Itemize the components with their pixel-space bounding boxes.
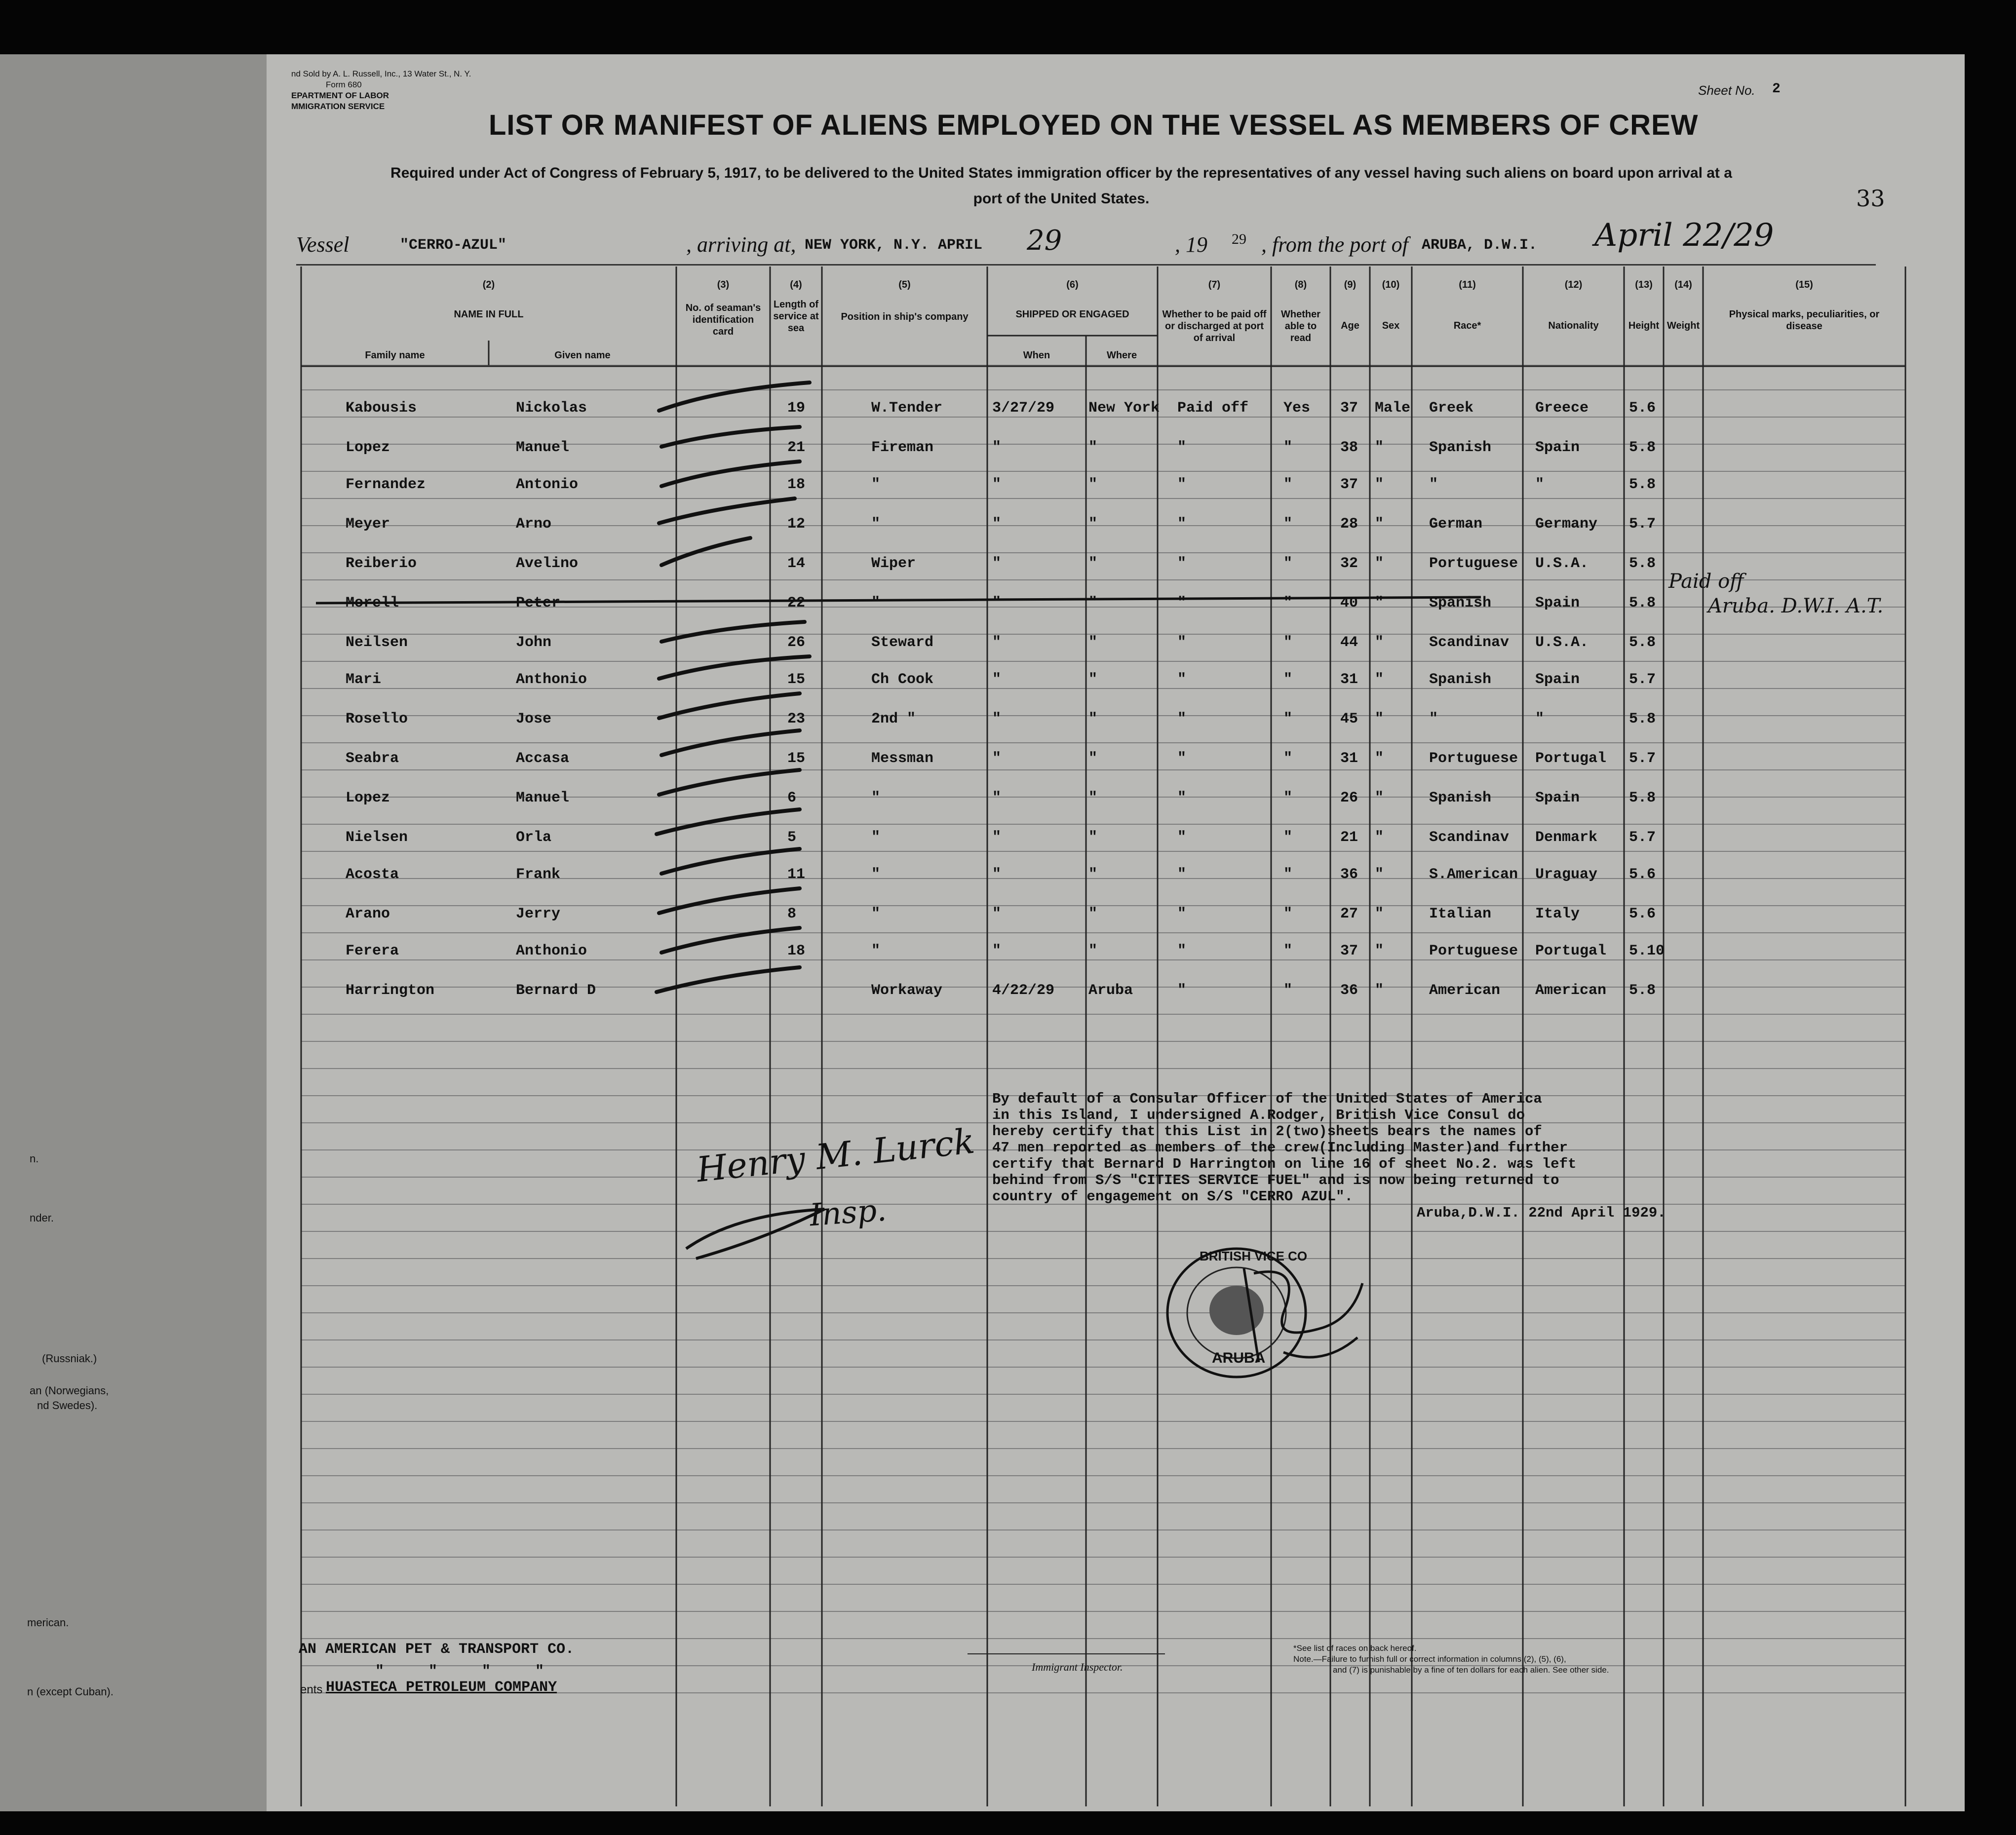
position-cell: "	[871, 516, 881, 533]
position-cell: Wiper	[871, 555, 916, 572]
race-cell: "	[1429, 476, 1438, 493]
race-cell: Scandinav	[1429, 829, 1510, 846]
race-cell: American	[1429, 982, 1501, 999]
position-cell: W.Tender	[871, 400, 943, 417]
position-cell: Steward	[871, 634, 934, 651]
service-length-cell: 19	[787, 400, 806, 417]
height-cell: 5.8	[1629, 439, 1656, 456]
col-7-number: (7)	[1208, 279, 1221, 290]
nationality-cell: American	[1535, 982, 1607, 999]
age-cell: 21	[1340, 829, 1358, 846]
age-cell: 40	[1340, 595, 1358, 612]
col-3-number: (3)	[717, 279, 730, 290]
family-name-cell: Meyer	[346, 516, 390, 533]
sex-cell: "	[1375, 906, 1384, 922]
shipped-where-cell: "	[1088, 439, 1098, 456]
sex-cell: "	[1375, 555, 1384, 572]
given-name-cell: Jerry	[516, 906, 561, 922]
service-length-cell: 6	[787, 790, 797, 806]
certificate-line: certify that Bernard D Harrington on line 16 of sheet No.2. was left	[992, 1156, 1577, 1172]
shipped-where-cell: "	[1088, 750, 1098, 767]
given-name-cell: Manuel	[516, 439, 570, 456]
paid-off-cell: "	[1177, 943, 1187, 959]
able-to-read-cell: "	[1283, 555, 1293, 572]
col-10-header: Sex	[1382, 320, 1400, 331]
able-to-read-cell: "	[1283, 906, 1293, 922]
shipped-when-cell: 3/27/29	[992, 400, 1055, 417]
given-name-cell: Accasa	[516, 750, 570, 767]
race-cell: Italian	[1429, 906, 1492, 922]
paid-off-cell: "	[1177, 439, 1187, 456]
position-cell: "	[871, 866, 881, 883]
position-cell: "	[871, 906, 881, 922]
race-cell: Portuguese	[1429, 943, 1518, 959]
col-13-header: Height	[1628, 320, 1660, 331]
position-cell: Fireman	[871, 439, 934, 456]
sex-cell: "	[1375, 476, 1384, 493]
given-name-cell: Manuel	[516, 790, 570, 806]
shipped-where-cell: "	[1088, 516, 1098, 533]
age-cell: 27	[1340, 906, 1358, 922]
page-title: LIST OR MANIFEST OF ALIENS EMPLOYED ON THE VESSEL AS MEMBERS OF CREW	[489, 109, 1699, 141]
shipped-when-cell: "	[992, 829, 1002, 846]
col-7-header: Whether to be paid off or discharged at port of arrival	[1162, 309, 1267, 344]
col-4-header: Length of service at sea	[773, 299, 819, 334]
annotation-place: Aruba. D.W.I. A.T.	[1708, 595, 1884, 617]
vessel-label: Vessel	[296, 232, 349, 257]
paid-off-cell: "	[1177, 555, 1187, 572]
company-ditto: " " " "	[375, 1663, 544, 1680]
race-cell: Portuguese	[1429, 750, 1518, 767]
age-cell: 36	[1340, 866, 1358, 883]
age-cell: 37	[1340, 476, 1358, 493]
family-name-cell: Reiberio	[346, 555, 417, 572]
col-5-number: (5)	[898, 279, 911, 290]
position-cell: "	[871, 595, 881, 612]
paid-off-cell: "	[1177, 866, 1187, 883]
given-name-cell: Frank	[516, 866, 561, 883]
arrival-port: NEW YORK, N.Y. APRIL	[805, 237, 983, 254]
age-cell: 31	[1340, 671, 1358, 688]
given-name-cell: Bernard D	[516, 982, 596, 999]
paid-off-cell: "	[1177, 829, 1187, 846]
position-cell: "	[871, 829, 881, 846]
family-name-cell: Arano	[346, 906, 390, 922]
height-cell: 5.10	[1629, 943, 1665, 959]
nationality-cell: Uraguay	[1535, 866, 1598, 883]
inspector-line	[968, 1653, 1165, 1654]
position-cell: 2nd "	[871, 711, 916, 727]
form-number: Form 680	[326, 80, 362, 89]
seal-text-top: BRITISH VICE CO	[1200, 1249, 1308, 1263]
col-12-header: Nationality	[1548, 320, 1599, 331]
signature-flourish	[676, 1194, 854, 1268]
family-name-cell: Rosello	[346, 711, 408, 727]
col-8-header: Whether able to read	[1281, 309, 1320, 344]
paid-off-cell: "	[1177, 516, 1187, 533]
sex-cell: Male	[1375, 400, 1411, 417]
margin-text: n.	[30, 1152, 39, 1165]
height-cell: 5.7	[1629, 671, 1656, 688]
arrival-day: 29	[1027, 225, 1062, 257]
col-14-header: Weight	[1667, 320, 1700, 331]
col-10-number: (10)	[1382, 279, 1400, 290]
seal-text-bottom: ARUBA	[1212, 1350, 1266, 1366]
able-to-read-cell: "	[1283, 711, 1293, 727]
sex-cell: "	[1375, 866, 1384, 883]
service-length-cell: 14	[787, 555, 806, 572]
shipped-when-cell: "	[992, 595, 1002, 612]
age-cell: 26	[1340, 790, 1358, 806]
shipped-where-cell: "	[1088, 555, 1098, 572]
age-cell: 31	[1340, 750, 1358, 767]
given-name-cell: Avelino	[516, 555, 579, 572]
height-cell: 5.7	[1629, 516, 1656, 533]
col-when-header: When	[1023, 350, 1050, 361]
sex-cell: "	[1375, 711, 1384, 727]
departure-port: ARUBA, D.W.I.	[1422, 237, 1538, 254]
height-cell: 5.8	[1629, 982, 1656, 999]
height-cell: 5.7	[1629, 750, 1656, 767]
footnote: and (7) is punishable by a fine of ten dollars for each alien. See other side.	[1333, 1665, 1609, 1675]
height-cell: 5.8	[1629, 555, 1656, 572]
family-name-cell: Harrington	[346, 982, 435, 999]
shipped-where-cell: "	[1088, 595, 1098, 612]
redaction-marks	[657, 382, 810, 992]
nationality-cell: "	[1535, 476, 1545, 493]
company-name: AN AMERICAN PET & TRANSPORT CO.	[299, 1641, 575, 1658]
given-name-cell: John	[516, 634, 552, 651]
shipped-when-cell: "	[992, 476, 1002, 493]
paid-off-cell: "	[1177, 906, 1187, 922]
footnote: Note.—Failure to furnish full or correct information in columns (2), (5), (6),	[1293, 1654, 1566, 1664]
agents-name: HUASTECA PETROLEUM COMPANY	[326, 1679, 557, 1696]
agents-label: ents	[300, 1683, 323, 1696]
certificate-line: 47 men reported as members of the crew(Including Master)and further	[992, 1140, 1568, 1156]
sheet-label: Sheet No.	[1698, 83, 1755, 98]
position-cell: Ch Cook	[871, 671, 934, 688]
height-cell: 5.6	[1629, 400, 1656, 417]
vessel-name: "CERRO-AZUL"	[400, 237, 507, 254]
shipped-when-cell: "	[992, 750, 1002, 767]
nationality-cell: Spain	[1535, 595, 1580, 612]
height-cell: 5.8	[1629, 476, 1656, 493]
nationality-cell: Spain	[1535, 671, 1580, 688]
sheet-number: 2	[1772, 81, 1781, 97]
nationality-cell: Portugal	[1535, 943, 1607, 959]
height-cell: 5.6	[1629, 906, 1656, 922]
family-name-cell: Seabra	[346, 750, 399, 767]
age-cell: 28	[1340, 516, 1358, 533]
height-cell: 5.8	[1629, 711, 1656, 727]
able-to-read-cell: "	[1283, 516, 1293, 533]
height-cell: 5.8	[1629, 790, 1656, 806]
family-name-cell: Nielsen	[346, 829, 408, 846]
age-cell: 37	[1340, 943, 1358, 959]
arriving-label: , arriving at,	[686, 232, 796, 257]
shipped-where-cell: "	[1088, 829, 1098, 846]
certificate-line: By default of a Consular Officer of the United States of America	[992, 1091, 1542, 1107]
able-to-read-cell: "	[1283, 829, 1293, 846]
service-length-cell: 26	[787, 634, 806, 651]
family-name-cell: Neilsen	[346, 634, 408, 651]
shipped-where-cell: New York	[1088, 400, 1160, 417]
col-11-number: (11)	[1459, 279, 1476, 290]
age-cell: 37	[1340, 400, 1358, 417]
shipped-when-cell: "	[992, 711, 1002, 727]
sex-cell: "	[1375, 634, 1384, 651]
race-cell: "	[1429, 711, 1438, 727]
shipped-when-cell: "	[992, 439, 1002, 456]
service-length-cell: 15	[787, 750, 806, 767]
race-cell: S.American	[1429, 866, 1518, 883]
age-cell: 45	[1340, 711, 1358, 727]
shipped-when-cell: "	[992, 943, 1002, 959]
shipped-where-cell: "	[1088, 790, 1098, 806]
certificate-line: behind from S/S "CITIES SERVICE FUEL" and is now being returned to	[992, 1172, 1559, 1188]
paid-off-cell: Paid off	[1177, 400, 1249, 417]
col-2-header: NAME IN FULL	[454, 309, 524, 320]
page-number: 33	[1856, 185, 1885, 212]
age-cell: 32	[1340, 555, 1358, 572]
race-cell: Spanish	[1429, 595, 1492, 612]
position-cell: Messman	[871, 750, 934, 767]
col-5-header: Position in ship's company	[841, 311, 969, 322]
col-6-number: (6)	[1066, 279, 1079, 290]
position-cell: Workaway	[871, 982, 943, 999]
sex-cell: "	[1375, 516, 1384, 533]
certificate-date: Aruba,D.W.I. 22nd April 1929.	[1417, 1205, 1666, 1221]
sex-cell: "	[1375, 982, 1384, 999]
able-to-read-cell: "	[1283, 866, 1293, 883]
service-length-cell: 23	[787, 711, 806, 727]
family-name-cell: Ferera	[346, 943, 399, 959]
shipped-where-cell: "	[1088, 906, 1098, 922]
col-15-number: (15)	[1795, 279, 1813, 290]
inspector-signature: Henry M. Lurck	[695, 1120, 977, 1190]
service-length-cell: 5	[787, 829, 797, 846]
nationality-cell: Denmark	[1535, 829, 1598, 846]
given-name-cell: Orla	[516, 829, 552, 846]
shipped-where-cell: "	[1088, 711, 1098, 727]
service-length-cell: 11	[787, 866, 806, 883]
margin-text: n (except Cuban).	[27, 1685, 114, 1698]
paid-off-cell: "	[1177, 595, 1187, 612]
position-cell: "	[871, 476, 881, 493]
publisher-line: nd Sold by A. L. Russell, Inc., 13 Water St., N. Y.	[291, 69, 471, 78]
nationality-cell: Germany	[1535, 516, 1598, 533]
able-to-read-cell: "	[1283, 982, 1293, 999]
given-name-cell: Jose	[516, 711, 552, 727]
age-cell: 36	[1340, 982, 1358, 999]
height-cell: 5.8	[1629, 634, 1656, 651]
service-length-cell: 22	[787, 595, 806, 612]
height-cell: 5.6	[1629, 866, 1656, 883]
col-3-header: No. of seaman's identification card	[685, 303, 761, 337]
subtitle-line: port of the United States.	[973, 191, 1150, 207]
paid-off-cell: "	[1177, 671, 1187, 688]
col-4-number: (4)	[790, 279, 802, 290]
handwritten-date: April 22/29	[1594, 217, 1774, 254]
race-cell: Portuguese	[1429, 555, 1518, 572]
family-name-cell: Kabousis	[346, 400, 417, 417]
consul-signature	[1224, 1254, 1372, 1382]
certificate-line: hereby certify that this List in 2(two)sheets bears the names of	[992, 1123, 1542, 1140]
race-cell: German	[1429, 516, 1483, 533]
certificate-line: country of engagement on S/S "CERRO AZUL".	[992, 1188, 1353, 1205]
col-6-header: SHIPPED OR ENGAGED	[1015, 309, 1129, 320]
family-name-cell: Mari	[346, 671, 382, 688]
nationality-cell: U.S.A.	[1535, 555, 1589, 572]
nationality-cell: Spain	[1535, 439, 1580, 456]
col-13-number: (13)	[1635, 279, 1653, 290]
nationality-cell: "	[1535, 711, 1545, 727]
year-label: , 19	[1175, 232, 1207, 257]
sex-cell: "	[1375, 790, 1384, 806]
able-to-read-cell: "	[1283, 943, 1293, 959]
nationality-cell: Greece	[1535, 400, 1589, 417]
col-where-header: Where	[1106, 350, 1137, 361]
paid-off-cell: "	[1177, 750, 1187, 767]
col-11-header: Race*	[1453, 320, 1481, 331]
service-length-cell: 12	[787, 516, 806, 533]
able-to-read-cell: "	[1283, 750, 1293, 767]
family-name-cell: Fernandez	[346, 476, 426, 493]
paid-off-cell: "	[1177, 634, 1187, 651]
given-name-cell: Peter	[516, 595, 561, 612]
shipped-where-cell: "	[1088, 476, 1098, 493]
shipped-when-cell: "	[992, 516, 1002, 533]
family-name-cell: Lopez	[346, 439, 390, 456]
shipped-when-cell: "	[992, 634, 1002, 651]
shipped-where-cell: Aruba	[1088, 982, 1133, 999]
shipped-where-cell: "	[1088, 671, 1098, 688]
from-port-label: , from the port of	[1261, 232, 1408, 257]
col-12-number: (12)	[1564, 279, 1583, 290]
sex-cell: "	[1375, 943, 1384, 959]
col-15-header: Physical marks, peculiarities, or disease	[1729, 309, 1880, 332]
margin-text: nd Swedes).	[37, 1399, 98, 1412]
race-cell: Spanish	[1429, 439, 1492, 456]
column-rules	[301, 267, 1905, 1806]
consular-certificate	[992, 1091, 1666, 1221]
position-cell: "	[871, 790, 881, 806]
sex-cell: "	[1375, 671, 1384, 688]
col-14-number: (14)	[1674, 279, 1692, 290]
col-9-number: (9)	[1344, 279, 1357, 290]
service-length-cell: 18	[787, 476, 806, 493]
col-family-header: Family name	[365, 350, 425, 361]
given-name-cell: Anthonio	[516, 671, 587, 688]
certificate-line: in this Island, I undersigned A.Rodger, British Vice Consul do	[992, 1107, 1525, 1123]
height-cell: 5.8	[1629, 595, 1656, 612]
paid-off-cell: "	[1177, 711, 1187, 727]
service-length-cell: 18	[787, 943, 806, 959]
paid-off-cell: "	[1177, 982, 1187, 999]
age-cell: 38	[1340, 439, 1358, 456]
given-name-cell: Antonio	[516, 476, 579, 493]
nationality-cell: U.S.A.	[1535, 634, 1589, 651]
footnote: *See list of races on back hereof.	[1293, 1644, 1417, 1653]
shipped-when-cell: 4/22/29	[992, 982, 1055, 999]
shipped-when-cell: "	[992, 555, 1002, 572]
strike-through-line	[316, 597, 1481, 603]
age-cell: 44	[1340, 634, 1358, 651]
margin-text: an (Norwegians,	[30, 1384, 109, 1397]
service-length-cell: 21	[787, 439, 806, 456]
able-to-read-cell: "	[1283, 671, 1293, 688]
shipped-when-cell: "	[992, 866, 1002, 883]
col-8-number: (8)	[1294, 279, 1307, 290]
able-to-read-cell: "	[1283, 476, 1293, 493]
paid-off-cell: "	[1177, 790, 1187, 806]
shipped-when-cell: "	[992, 906, 1002, 922]
margin-text: nder.	[30, 1212, 54, 1224]
col-given-header: Given name	[554, 350, 611, 361]
given-name-cell: Anthonio	[516, 943, 587, 959]
family-name-cell: Morell	[346, 595, 399, 612]
race-cell: Spanish	[1429, 790, 1492, 806]
nationality-cell: Italy	[1535, 906, 1580, 922]
annotation-paid-off: Paid off	[1668, 570, 1744, 593]
sex-cell: "	[1375, 829, 1384, 846]
inspector-label: Immigrant Inspector.	[1032, 1661, 1123, 1673]
col-2-number: (2)	[482, 279, 495, 290]
nationality-cell: Portugal	[1535, 750, 1607, 767]
paid-off-cell: "	[1177, 476, 1187, 493]
able-to-read-cell: Yes	[1283, 400, 1311, 417]
shipped-when-cell: "	[992, 790, 1002, 806]
shipped-where-cell: "	[1088, 943, 1098, 959]
margin-text: (Russniak.)	[42, 1352, 97, 1365]
able-to-read-cell: "	[1283, 595, 1293, 612]
able-to-read-cell: "	[1283, 634, 1293, 651]
department-line: EPARTMENT OF LABOR	[291, 91, 389, 100]
subtitle-line: Required under Act of Congress of February 5, 1917, to be delivered to the United States immigration officer by the representatives of any vessel having such aliens on board upon arrival at a	[390, 165, 1732, 181]
sex-cell: "	[1375, 750, 1384, 767]
able-to-read-cell: "	[1283, 439, 1293, 456]
service-length-cell: 15	[787, 671, 806, 688]
year-value: 29	[1232, 231, 1246, 247]
family-name-cell: Lopez	[346, 790, 390, 806]
service-length-cell: 8	[787, 906, 797, 922]
margin-text: merican.	[27, 1616, 69, 1629]
sex-cell: "	[1375, 439, 1384, 456]
race-cell: Spanish	[1429, 671, 1492, 688]
col-9-header: Age	[1341, 320, 1359, 331]
shipped-where-cell: "	[1088, 866, 1098, 883]
nationality-cell: Spain	[1535, 790, 1580, 806]
shipped-where-cell: "	[1088, 634, 1098, 651]
race-cell: Scandinav	[1429, 634, 1510, 651]
height-cell: 5.7	[1629, 829, 1656, 846]
race-cell: Greek	[1429, 400, 1474, 417]
shipped-when-cell: "	[992, 671, 1002, 688]
inspector-title: Insp.	[808, 1191, 888, 1233]
given-name-cell: Arno	[516, 516, 552, 533]
family-name-cell: Acosta	[346, 866, 399, 883]
able-to-read-cell: "	[1283, 790, 1293, 806]
position-cell: "	[871, 943, 881, 959]
given-name-cell: Nickolas	[516, 400, 587, 417]
sex-cell: "	[1375, 595, 1384, 612]
service-line: MMIGRATION SERVICE	[291, 102, 385, 111]
